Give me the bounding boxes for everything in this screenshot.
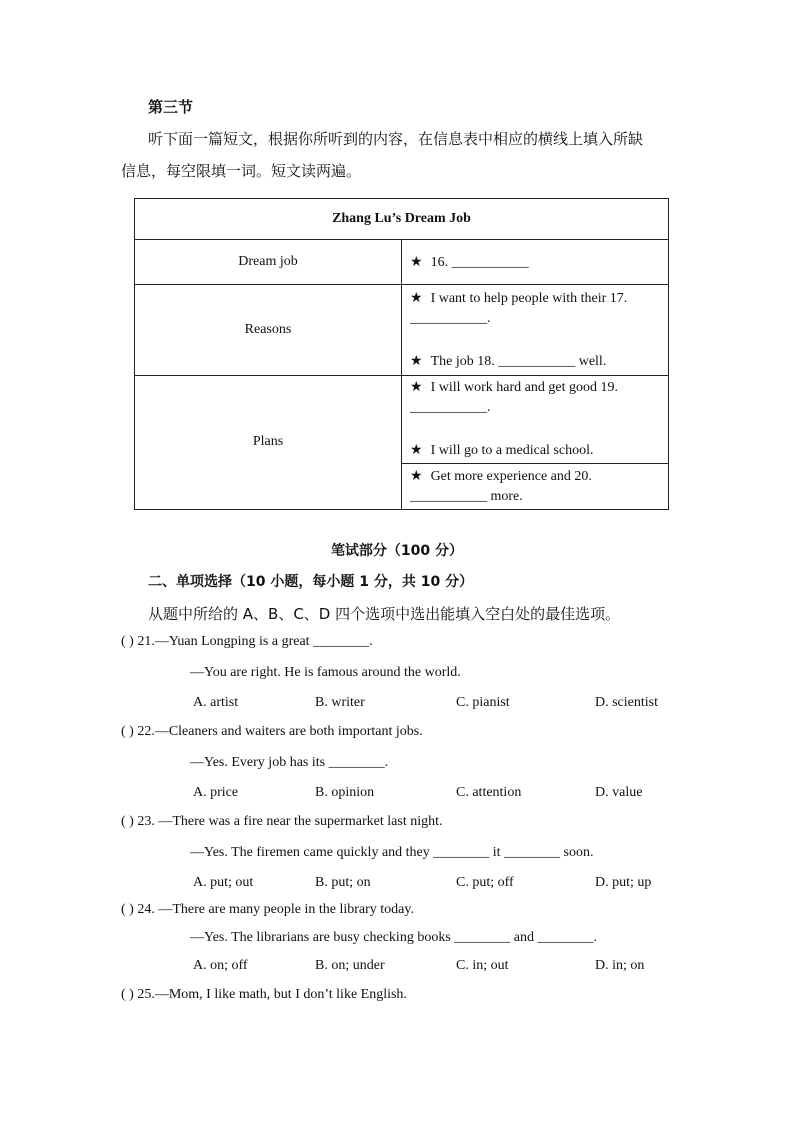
question-25: ( ) 25.—Mom, I like math, but I don’t like English.: [121, 987, 407, 1002]
row-label-reasons: Reasons: [135, 285, 402, 375]
plan-medical-school: I will go to a medical school.: [430, 443, 594, 459]
star-icon: ★: [410, 289, 423, 306]
section-title: 第三节: [148, 98, 194, 116]
answer-24: —Yes. The librarians are busy checking books ________ and ________.: [190, 930, 597, 945]
option-23-d: D. put; up: [595, 875, 652, 890]
option-22-c: C. attention: [456, 785, 522, 800]
star-icon: ★: [410, 467, 423, 484]
option-21-a: A. artist: [193, 695, 239, 710]
option-24-c: C. in; out: [456, 958, 509, 973]
option-24-b: B. on; under: [315, 958, 385, 973]
row-content-dream-job: [402, 240, 669, 285]
answer-22: —Yes. Every job has its ________.: [190, 755, 389, 770]
answer-21: —You are right. He is famous around the world.: [190, 665, 461, 680]
option-23-a: A. put; out: [193, 875, 254, 890]
info-table: [134, 198, 669, 510]
question-21: ( ) 21.—Yuan Longping is a great ________.: [121, 634, 373, 649]
direction-text: 从题中所给的 A、B、C、D 四个选项中选出能填入空白处的最佳选项。: [148, 605, 621, 623]
blank-19: I will work hard and get good 19. ___________.: [410, 380, 618, 416]
blank-17: I want to help people with their 17. ___________.: [410, 290, 628, 326]
question-22: ( ) 22.—Cleaners and waiters are both important jobs.: [121, 724, 423, 739]
star-icon: ★: [410, 253, 423, 270]
star-icon: ★: [410, 379, 423, 396]
blank-20: Get more experience and 20. ___________ more.: [410, 468, 592, 504]
option-22-d: D. value: [595, 785, 643, 800]
row-content-plans-2: [402, 463, 669, 509]
row-content-plans: [402, 375, 669, 463]
instruction-line-2: 信息，每空限填一词。短文读两遍。: [121, 162, 362, 180]
option-21-d: D. scientist: [595, 695, 658, 710]
written-part-title: 笔试部分（100 分）: [330, 543, 464, 559]
option-23-b: B. put; on: [315, 875, 371, 890]
part-two-title: 二、单项选择（10 小题，每小题 1 分，共 10 分）: [148, 574, 474, 590]
question-24: ( ) 24. —There are many people in the library today.: [121, 902, 414, 917]
option-24-a: A. on; off: [193, 958, 248, 973]
option-22-a: A. price: [193, 785, 239, 800]
question-23: ( ) 23. —There was a fire near the supermarket last night.: [121, 814, 443, 829]
option-22-b: B. opinion: [315, 785, 375, 800]
row-label-dream-job: Dream job: [135, 240, 402, 285]
row-label-plans: Plans: [135, 375, 402, 509]
answer-23: —Yes. The firemen came quickly and they ________ it ________ soon.: [190, 845, 594, 860]
star-icon: ★: [410, 352, 423, 369]
blank-18: The job 18. ___________ well.: [430, 353, 607, 369]
option-21-b: B. writer: [315, 695, 365, 710]
star-icon: ★: [410, 442, 423, 459]
option-23-c: C. put; off: [456, 875, 514, 890]
option-24-d: D. in; on: [595, 958, 645, 973]
row-content-reasons: [402, 285, 669, 375]
blank-16: 16. ___________: [430, 254, 529, 270]
info-table-title: Zhang Lu’s Dream Job: [135, 199, 669, 240]
instruction-line-1: 听下面一篇短文，根据你所听到的内容，在信息表中相应的横线上填入所缺: [148, 130, 644, 148]
option-21-c: C. pianist: [456, 695, 510, 710]
